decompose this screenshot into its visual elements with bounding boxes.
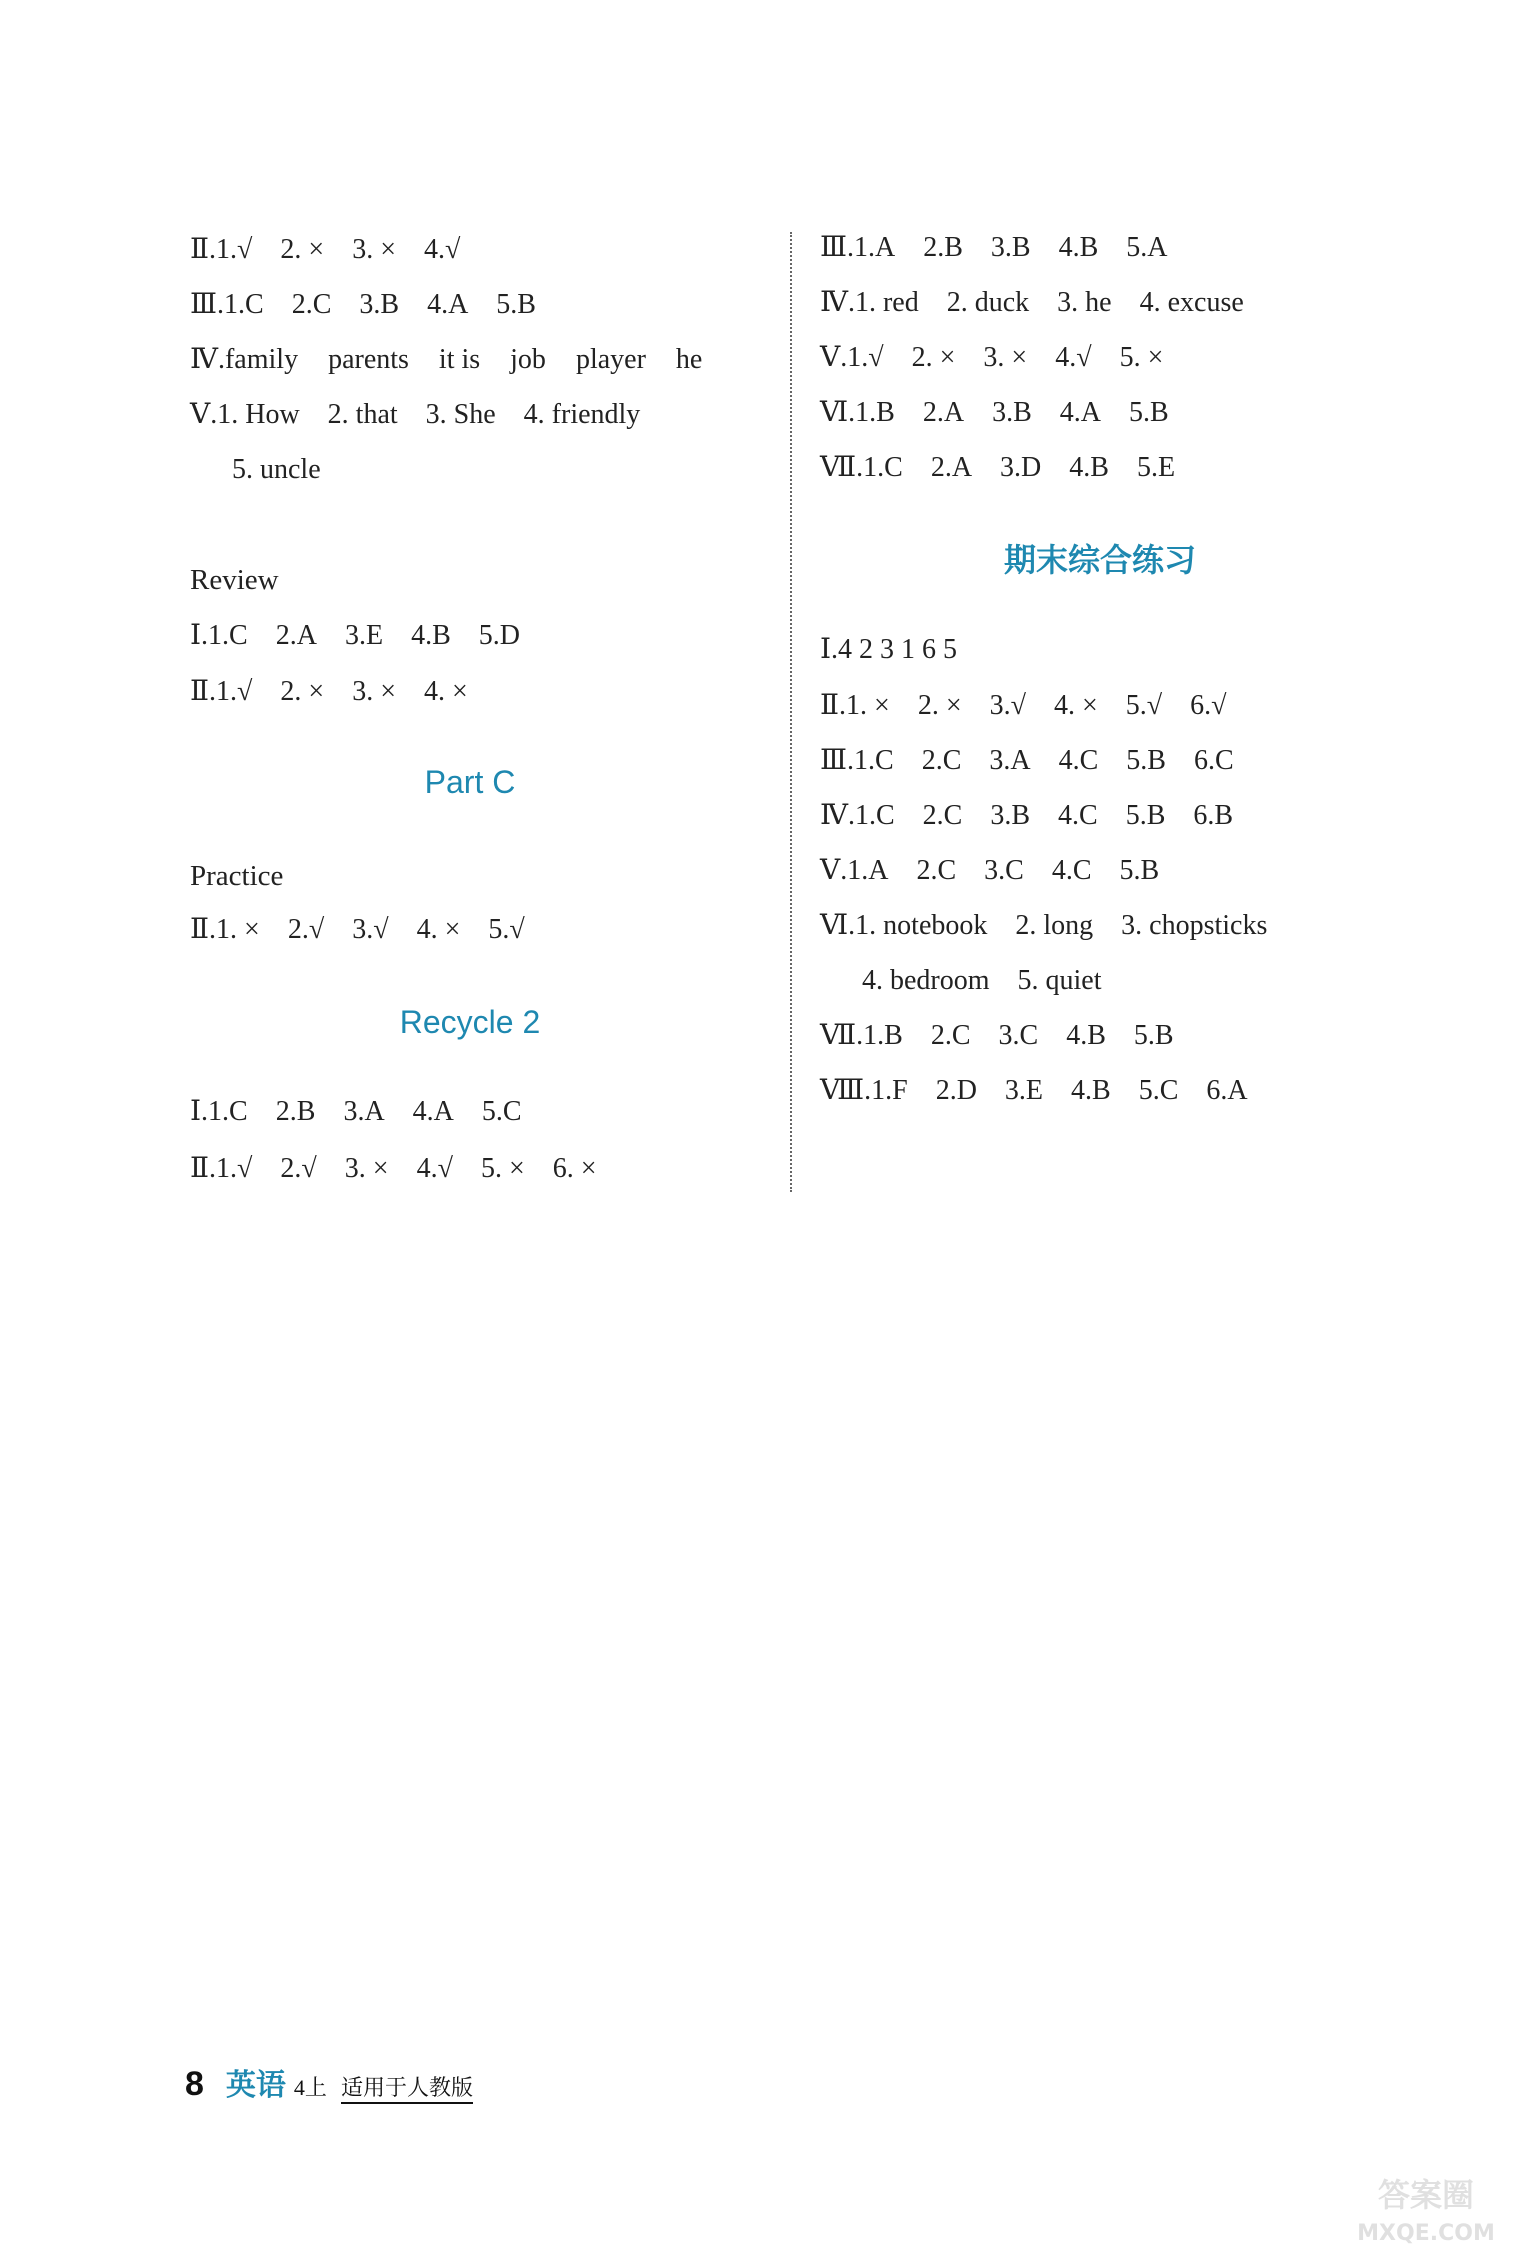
answer-item: Ⅲ.1.C [820,745,894,776]
answer-item: 2.A [275,620,317,651]
answer-line [820,1018,1202,1054]
answer-item: 5. quiet [1017,965,1102,996]
answer-item: 4.B [1058,232,1099,263]
answer-line [820,688,1255,724]
answer-item: 5. × [480,1153,525,1184]
answer-item: 6.B [1193,800,1234,831]
answer-item: 2. × [280,234,325,265]
answer-line [190,397,668,433]
answer-item: 3.B [990,800,1031,831]
answer-item: 2.√ [280,1153,317,1184]
site-watermark [1336,2168,1516,2248]
answer-item: he [675,344,703,375]
answer-item: 2.C [922,800,963,831]
answer-item: 3. × [352,676,396,707]
review-label: Review [190,564,279,596]
answer-item: 5. × [1119,342,1164,373]
answer-item: 5.E [1136,452,1176,483]
answer-line [232,452,349,488]
answer-item: 3. × [352,234,396,265]
answer-item: 3. chopsticks [1121,910,1268,941]
answer-item: 5.B [496,289,536,320]
answer-item: 5.A [1126,232,1168,263]
answer-item: Ⅴ.1. How [190,399,300,430]
answer-item: 3.C [998,1020,1039,1051]
answer-item: 3. he [1057,287,1112,318]
answer-line [820,395,1197,431]
page-footer [185,2060,473,2104]
answer-item: Ⅴ.1.√ [820,342,884,373]
answer-item: 6. × [552,1153,597,1184]
answer-item: Ⅶ.1.C [820,452,903,483]
answer-item: 3. × [344,1153,389,1184]
answer-item: 3.B [359,289,400,320]
column-divider [790,232,792,1192]
answer-line [820,230,1196,266]
answer-item: 4.B [1069,452,1109,483]
answer-item: 4.√ [424,234,461,265]
answer-item: 2.C [930,1020,971,1051]
answer-line [820,798,1261,834]
answer-item: Ⅱ.1.√ [190,1153,253,1184]
answer-item: 4.B [411,620,451,651]
answer-item: 3.D [1000,452,1042,483]
answer-item: Ⅵ.1.B [820,397,895,428]
answer-item: 5.D [478,620,521,651]
answer-item: 4. bedroom [862,965,990,996]
answer-item: Ⅵ.1. notebook [820,910,988,941]
answer-line [820,853,1187,889]
answer-item: 2. × [911,342,956,373]
answer-item: 3. × [983,342,1028,373]
answer-item: 4.A [412,1096,454,1127]
answer-item: Ⅴ.1.A [820,855,889,886]
answer-item: 4.B [1066,1020,1106,1051]
answer-item: 4.C [1058,745,1099,776]
answer-item: it is [438,344,481,375]
answer-item: Ⅱ.1.√ [190,234,253,265]
answer-line [190,342,732,378]
answer-item: 2. × [280,676,325,707]
answer-item: 3.A [343,1096,385,1127]
answer-item: Ⅳ.family [190,344,299,375]
answer-item: 2. × [917,690,962,721]
answer-line [820,632,985,668]
answer-item: 5.C [481,1096,522,1127]
answer-line [820,1073,1276,1109]
answer-item: Ⅲ.1.C [190,289,264,320]
answer-item: 2. long [1015,910,1094,941]
answer-item: 5.C [1138,1075,1179,1106]
part-c-heading: Part C [424,764,516,800]
answer-item: 2.A [930,452,973,483]
answer-item: Ⅰ.1.C [190,620,248,651]
answer-item: 3.√ [989,690,1026,721]
practice-label: Practice [190,860,284,892]
answer-line [862,963,1130,999]
answer-item: Ⅰ.1.C [190,1096,248,1127]
answer-item: 3.B [992,397,1032,428]
answer-item: 5.B [1133,1020,1174,1051]
answer-item: 5.B [1125,800,1166,831]
answer-item: 4. × [424,676,468,707]
answer-item: parents [328,344,409,375]
answer-item: 6.A [1206,1075,1248,1106]
answer-item: 3. She [425,399,496,430]
watermark-line2: MXQE.COM [1357,2221,1495,2246]
answer-item: Ⅷ.1.F [820,1075,908,1106]
answer-item: 5.B [1126,745,1166,776]
answer-item: Ⅱ.1. × [820,690,890,721]
answer-item: 5.√ [1125,690,1163,721]
answer-item: 2.C [291,289,332,320]
answer-item: 4.A [1059,397,1101,428]
answer-item: 5. uncle [232,454,321,485]
answer-line [820,908,1295,944]
answer-item: Ⅱ.1.√ [190,676,253,707]
answer-item: job [510,344,546,375]
answer-line [190,287,564,323]
answer-line [820,285,1272,321]
answer-line [820,450,1203,486]
grade-label: 4上 [293,2075,327,2100]
answer-item: 5.B [1119,855,1160,886]
answer-item: 2. that [327,399,398,430]
answer-line [190,674,496,710]
watermark-line1: 答案圈 [1377,2176,1475,2214]
answer-item: 4. excuse [1139,287,1244,318]
answer-line [190,912,553,948]
answer-item: 3.E [1004,1075,1044,1106]
answer-item: 4.√ [416,1153,453,1184]
edition-label: 适用于人教版 [341,2071,473,2104]
answer-line [820,340,1191,376]
final-review-heading: 期末综合练习 [1003,541,1196,579]
answer-item: 3.√ [352,914,389,945]
answer-item: 3.A [989,745,1031,776]
answer-item: 2.C [916,855,957,886]
answer-item: Ⅳ.1.C [820,800,895,831]
answer-item: 2.D [935,1075,977,1106]
answer-item: 2.A [922,397,965,428]
answer-line [190,618,548,654]
answer-item: 2.√ [287,914,325,945]
answer-line [190,232,488,268]
answer-item: 5.√ [488,914,525,945]
answer-item: 4.B [1071,1075,1111,1106]
answer-item: 2.B [275,1096,316,1127]
answer-item: 3.E [344,620,384,651]
page-number: 8 [185,2065,204,2103]
subject-label: 英语 [225,2068,286,2103]
answer-item: 4.√ [1055,342,1092,373]
answer-item: 6.C [1193,745,1234,776]
answer-item: 4. × [416,914,461,945]
answer-item: Ⅰ.4 2 3 1 6 5 [820,634,958,665]
answer-item: 4.C [1058,800,1098,831]
answer-item: Ⅱ.1. × [190,914,260,945]
answer-line [190,1151,625,1187]
answer-item: 6.√ [1190,690,1227,721]
answer-item: player [575,344,646,375]
answer-item: Ⅳ.1. red [820,287,919,318]
answer-item: Ⅶ.1.B [820,1020,903,1051]
answer-item: 3.C [984,855,1024,886]
answer-line [820,743,1262,779]
answer-item: 2.B [923,232,963,263]
answer-item: Ⅲ.1.A [820,232,896,263]
answer-item: 4.C [1051,855,1092,886]
answer-item: 2.C [921,745,962,776]
answer-item: 5.B [1129,397,1169,428]
answer-line [190,1094,550,1130]
recycle-2-heading: Recycle 2 [399,1004,541,1040]
answer-item: 2. duck [946,287,1030,318]
answer-item: 4. × [1054,690,1098,721]
answer-item: 4.A [427,289,469,320]
answer-item: 3.B [990,232,1031,263]
answer-item: 4. friendly [523,399,641,430]
